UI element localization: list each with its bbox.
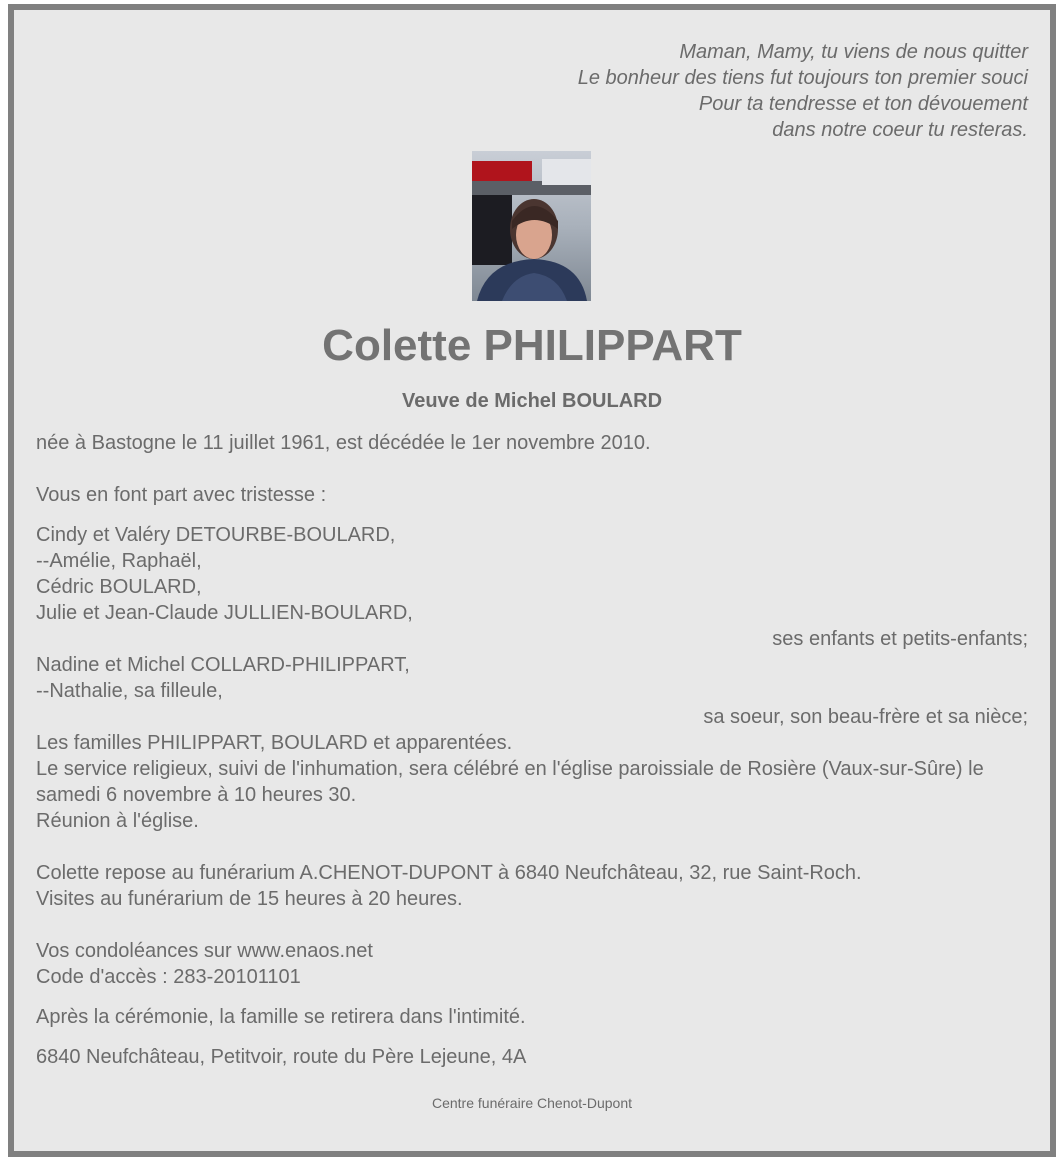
poem-line: Maman, Mamy, tu viens de nous quitter	[679, 41, 1028, 63]
portrait-image	[472, 151, 591, 301]
announcement-text: Vous en font part avec tristesse :	[36, 484, 327, 506]
family-member: Cindy et Valéry DETOURBE-BOULARD,	[36, 524, 396, 546]
family-member: Nadine et Michel COLLARD-PHILIPPART,	[36, 654, 410, 676]
family-member: Cédric BOULARD,	[36, 576, 202, 598]
visits-text: Visites au funérarium de 15 heures à 20 heures.	[36, 888, 463, 910]
family-member: --Amélie, Raphaël,	[36, 550, 202, 572]
obituary-page	[14, 10, 1050, 1151]
after-ceremony-text: Après la cérémonie, la famille se retirera dans l'intimité.	[36, 1006, 526, 1028]
obituary-frame	[8, 4, 1056, 1157]
deceased-name: Colette PHILIPPART	[322, 321, 742, 370]
access-code-text: Code d'accès : 283-20101101	[36, 966, 301, 988]
sister-role: sa soeur, son beau-frère et sa nièce;	[703, 706, 1028, 728]
footer-credit: Centre funéraire Chenot-Dupont	[431, 1095, 632, 1111]
meeting-text: Réunion à l'église.	[36, 810, 199, 832]
poem	[578, 39, 1028, 143]
obituary-body	[36, 430, 1028, 1070]
children-role: ses enfants et petits-enfants;	[772, 628, 1028, 650]
families-text: Les familles PHILIPPART, BOULARD et apparentées.	[36, 732, 513, 754]
portrait-photo	[472, 151, 591, 301]
address-text: 6840 Neufchâteau, Petitvoir, route du Père Lejeune, 4A	[36, 1046, 527, 1068]
family-member: Julie et Jean-Claude JULLIEN-BOULARD,	[36, 602, 413, 624]
poem-line: Le bonheur des tiens fut toujours ton premier souci	[577, 67, 1028, 89]
poem-line: Pour ta tendresse et ton dévouement	[698, 93, 1028, 115]
condolences-text: Vos condoléances sur www.enaos.net	[36, 940, 373, 962]
funeral-home-text: Colette repose au funérarium A.CHENOT-DUPONT à 6840 Neufchâteau, 32, rue Saint-Roch.	[36, 862, 862, 884]
birth-death-text: née à Bastogne le 11 juillet 1961, est décédée le 1er novembre 2010.	[36, 432, 651, 454]
poem-line: dans notre coeur tu resteras.	[772, 119, 1028, 141]
family-member: --Nathalie, sa filleule,	[36, 680, 223, 702]
widow-of: Veuve de Michel BOULARD	[401, 390, 663, 412]
service-text: Le service religieux, suivi de l'inhumation, sera célébré en l'église paroissiale de Rosière (Vaux-sur-Sûre) le samedi 6 novembre à 10 heures 30.	[36, 758, 984, 806]
